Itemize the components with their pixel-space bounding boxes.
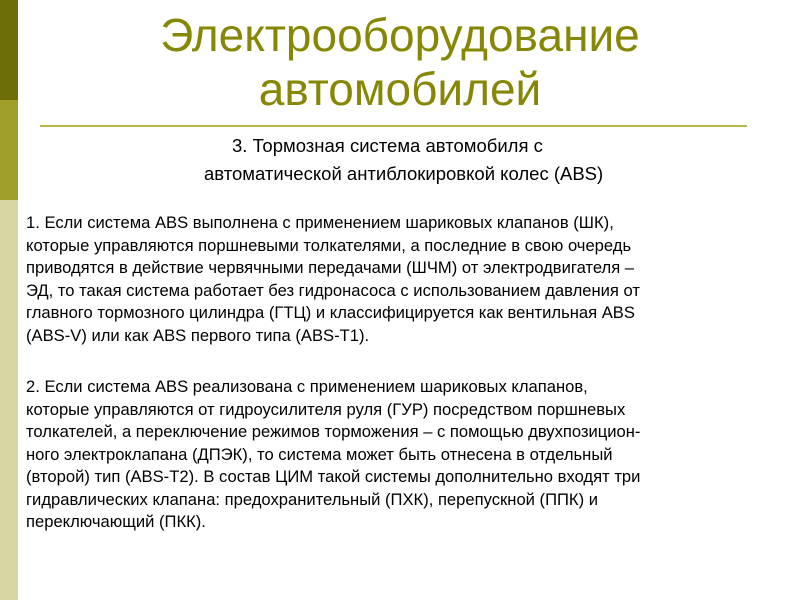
slide-subtitle xyxy=(160,132,720,188)
paragraph-1: 1. Если система ABS выполнена с применением шариковых клапанов (ШК), которые управляются поршневыми толкателями, а последние в свою очередь приводятся в действие червячными передачами (ШЧМ) от электродвигателя – ЭД, то такая система работает без гидронасоса с использованием давления от главного тормозного цилиндра (ГТЦ) и классифицируется как вентильная ABS (ABS-V) или как ABS первого типа (ABS-T1). xyxy=(26,213,640,345)
side-bar-segment-medium xyxy=(0,100,18,200)
side-bar-segment-dark xyxy=(0,0,18,100)
slide-title: Электрооборудование автомобилей xyxy=(160,9,640,115)
subtitle-line-1: 3. Тормозная система автомобиля с xyxy=(232,135,543,156)
side-bar-segment-light xyxy=(0,200,18,600)
side-decoration-bar xyxy=(0,0,18,600)
subtitle-line-2: автоматической антиблокировкой колес (ABS) xyxy=(204,163,604,184)
paragraph-2: 2. Если система ABS реализована с применением шариковых клапанов, которые управляются от гидроусилителя руля (ГУР) посредством поршневых толкателей, а переключение режимов торможения – с помощью двухпозицион- ного электроклапана (ДПЭК), то система может быть отнесена в отдельный (второй) тип (ABS-T2). В состав ЦИМ такой системы дополнительно входят три гидравлических клапана: предохранительный (ПХК), перепускной (ППК) и переключающий (ПКК). xyxy=(26,377,641,531)
title-divider xyxy=(40,125,747,127)
